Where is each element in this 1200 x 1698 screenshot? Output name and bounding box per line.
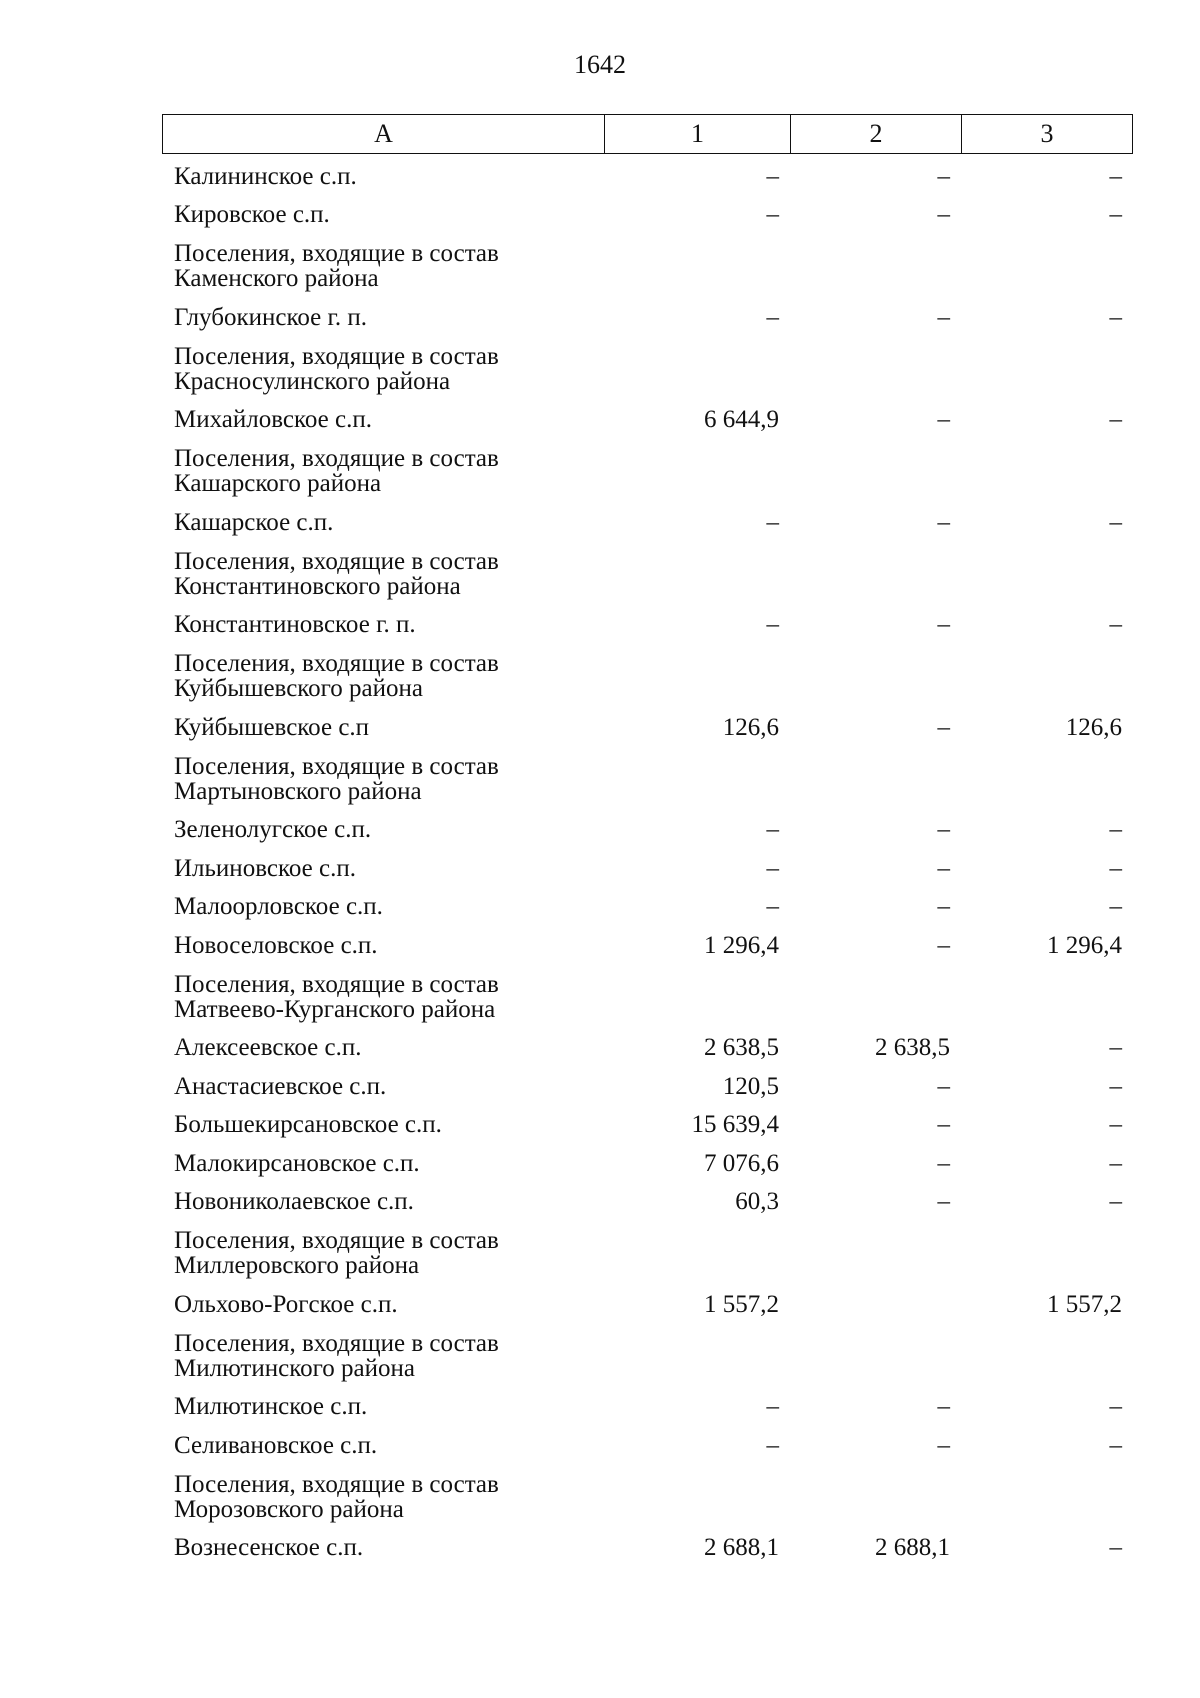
- table-row: [162, 846, 1133, 885]
- table-row: [162, 705, 1133, 744]
- value-col-2: –: [937, 162, 950, 190]
- value-col-2: –: [937, 816, 950, 843]
- value-col-1: [604, 496, 790, 500]
- value-col-1: [604, 1381, 790, 1385]
- value-col-1: –: [766, 303, 779, 331]
- settlement-name: Кашарское с.п.: [174, 508, 334, 536]
- settlement-name: Вознесенское с.п.: [174, 1534, 364, 1561]
- table-row: [162, 1026, 1133, 1065]
- settlement-name: Куйбышевское с.п: [174, 713, 370, 741]
- value-col-2: –: [937, 713, 950, 741]
- value-col-1: 7 076,6: [704, 1149, 779, 1177]
- value-col-2: [790, 1278, 961, 1282]
- settlement-name: Малокирсановское с.п.: [174, 1149, 420, 1177]
- table-row: [162, 1385, 1133, 1424]
- value-col-3: –: [1109, 201, 1122, 228]
- table-row: [162, 1526, 1133, 1565]
- table-row: [162, 154, 1133, 193]
- value-col-1: [604, 599, 790, 603]
- group-heading-row: [162, 641, 1133, 705]
- settlement-name: Глубокинское г. п.: [174, 303, 368, 331]
- table-row: [162, 1423, 1133, 1462]
- table-row: [162, 923, 1133, 962]
- header-cell-2: 2: [791, 115, 962, 153]
- group-heading-row: [162, 962, 1133, 1026]
- settlement-name: Ольхово-Рогское с.п.: [174, 1290, 398, 1318]
- value-col-3: 1 296,4: [1047, 931, 1122, 959]
- value-col-2: [790, 1317, 961, 1321]
- value-col-2: [790, 1381, 961, 1385]
- value-col-1: –: [766, 854, 779, 882]
- value-col-1: [604, 804, 790, 808]
- value-col-3: –: [1109, 1149, 1122, 1177]
- value-col-2: [790, 804, 961, 808]
- value-col-3: –: [1109, 303, 1122, 331]
- value-col-1: [604, 1522, 790, 1526]
- value-col-1: [604, 1022, 790, 1026]
- value-col-3: –: [1109, 406, 1122, 433]
- value-col-1: –: [766, 611, 779, 638]
- settlement-name: Кировское с.п.: [174, 201, 330, 228]
- value-col-2: –: [937, 1431, 950, 1459]
- value-col-1: 2 688,1: [704, 1534, 779, 1561]
- value-col-1: 15 639,4: [691, 1111, 779, 1138]
- value-col-2: –: [937, 611, 950, 638]
- group-heading-label: Поселения, входящие в состав Красносулинского района: [174, 342, 499, 395]
- settlement-name: Анастасиевское с.п.: [174, 1072, 387, 1100]
- value-col-3: –: [1109, 611, 1122, 638]
- value-col-2: –: [937, 931, 950, 959]
- page-number: 1642: [574, 50, 626, 79]
- group-heading-label: Поселения, входящие в состав Кашарского района: [174, 445, 499, 497]
- value-col-3: [961, 804, 1133, 808]
- value-col-2: [790, 496, 961, 500]
- value-col-1: 6 644,9: [704, 406, 779, 433]
- table-row: [162, 1282, 1133, 1321]
- value-col-1: –: [766, 162, 779, 190]
- value-col-1: 120,5: [722, 1072, 779, 1100]
- value-col-1: 1 557,2: [704, 1290, 779, 1318]
- settlement-name: Новониколаевское с.п.: [174, 1188, 414, 1215]
- value-col-3: –: [1109, 1072, 1122, 1100]
- value-col-1: –: [766, 1431, 779, 1459]
- value-col-3: –: [1109, 1431, 1122, 1459]
- settlement-name: Милютинское с.п.: [174, 1393, 368, 1420]
- value-col-2: –: [937, 1149, 950, 1177]
- value-col-3: [961, 394, 1133, 398]
- settlement-name: Калининское с.п.: [174, 162, 357, 190]
- value-col-3: [961, 1522, 1133, 1526]
- value-col-1: –: [766, 816, 779, 843]
- value-col-3: [961, 599, 1133, 603]
- table-row: [162, 603, 1133, 642]
- table-header: [162, 114, 1133, 154]
- value-col-2: [790, 701, 961, 705]
- value-col-2: –: [937, 1072, 950, 1100]
- value-col-1: –: [766, 893, 779, 920]
- value-col-3: 1 557,2: [1047, 1290, 1122, 1318]
- value-col-1: –: [766, 508, 779, 536]
- group-heading-row: [162, 436, 1133, 500]
- value-col-2: –: [937, 1188, 950, 1215]
- value-col-3: –: [1109, 893, 1122, 920]
- value-col-2: 2 638,5: [875, 1034, 950, 1061]
- group-heading-row: [162, 1218, 1133, 1282]
- value-col-3: 126,6: [1065, 713, 1122, 741]
- table-row: [162, 1180, 1133, 1219]
- value-col-2: [790, 1522, 961, 1526]
- table-row: [162, 295, 1133, 334]
- group-heading-label: Поселения, входящие в состав Каменского района: [174, 240, 499, 292]
- value-col-3: [961, 1022, 1133, 1026]
- group-heading-row: [162, 539, 1133, 603]
- group-heading-label: Поселения, входящие в состав Мартыновского района: [174, 752, 499, 805]
- settlement-name: Зеленолугское с.п.: [174, 816, 372, 843]
- value-col-2: –: [937, 1111, 950, 1138]
- value-col-3: [961, 291, 1133, 295]
- value-col-2: [790, 394, 961, 398]
- table-row: [162, 500, 1133, 539]
- settlement-name: Алексеевское с.п.: [174, 1034, 362, 1061]
- header-cell-a: А: [163, 115, 605, 153]
- table-row: [162, 398, 1133, 437]
- header-cell-1: 1: [605, 115, 791, 153]
- group-heading-row: [162, 744, 1133, 808]
- value-col-3: [961, 496, 1133, 500]
- settlement-name: Большекирсановское с.п.: [174, 1111, 442, 1138]
- value-col-3: –: [1109, 1534, 1122, 1561]
- value-col-2: –: [937, 1393, 950, 1420]
- table-row: [162, 885, 1133, 924]
- value-col-3: [961, 1381, 1133, 1385]
- table-row: [162, 1064, 1133, 1103]
- group-heading-row: [162, 1321, 1133, 1385]
- value-col-2: –: [937, 854, 950, 882]
- table-row: [162, 1141, 1133, 1180]
- group-heading-label: Поселения, входящие в состав Куйбышевского района: [174, 650, 499, 702]
- value-col-2: –: [937, 201, 950, 228]
- value-col-1: 2 638,5: [704, 1034, 779, 1061]
- value-col-1: [604, 701, 790, 705]
- group-heading-label: Поселения, входящие в состав Константиновского района: [174, 547, 499, 600]
- value-col-2: 2 688,1: [875, 1534, 950, 1561]
- group-heading-label: Поселения, входящие в состав Миллеровского района: [174, 1227, 499, 1279]
- group-heading-row: [162, 1462, 1133, 1526]
- settlement-name: Малоорловское с.п.: [174, 893, 383, 920]
- value-col-1: 60,3: [735, 1188, 779, 1215]
- value-col-1: [604, 1278, 790, 1282]
- value-col-1: [604, 394, 790, 398]
- value-col-1: [604, 291, 790, 295]
- value-col-1: –: [766, 201, 779, 228]
- value-col-3: –: [1109, 1111, 1122, 1138]
- settlement-name: Новоселовское с.п.: [174, 931, 378, 959]
- value-col-3: –: [1109, 854, 1122, 882]
- settlement-name: Михайловское с.п.: [174, 406, 372, 433]
- value-col-3: –: [1109, 162, 1122, 190]
- header-cell-3: 3: [1040, 119, 1054, 148]
- value-col-1: 1 296,4: [704, 931, 779, 959]
- value-col-2: –: [937, 893, 950, 920]
- group-heading-label: Поселения, входящие в состав Милютинского района: [174, 1329, 499, 1382]
- value-col-3: [961, 1278, 1133, 1282]
- value-col-3: –: [1109, 1188, 1122, 1215]
- value-col-3: [961, 701, 1133, 705]
- table-row: [162, 808, 1133, 847]
- table-row: [162, 193, 1133, 232]
- value-col-2: –: [937, 303, 950, 331]
- value-col-3: –: [1109, 1393, 1122, 1420]
- value-col-2: [790, 1022, 961, 1026]
- table-row: [162, 1103, 1133, 1142]
- value-col-3: –: [1109, 1034, 1122, 1061]
- group-heading-row: [162, 334, 1133, 398]
- table-body: [162, 154, 1133, 1564]
- value-col-2: [790, 599, 961, 603]
- value-col-2: [790, 291, 961, 295]
- value-col-3: –: [1109, 816, 1122, 843]
- settlement-name: Ильиновское с.п.: [174, 854, 356, 882]
- value-col-1: –: [766, 1393, 779, 1420]
- value-col-2: –: [937, 406, 950, 433]
- value-col-3: –: [1109, 508, 1122, 536]
- group-heading-label: Поселения, входящие в состав Матвеево-Курганского района: [174, 970, 499, 1023]
- settlement-name: Константиновское г. п.: [174, 611, 416, 638]
- value-col-1: 126,6: [722, 713, 779, 741]
- group-heading-row: [162, 231, 1133, 295]
- group-heading-label: Поселения, входящие в состав Морозовского района: [174, 1470, 499, 1523]
- data-table: [162, 114, 1133, 1564]
- settlement-name: Селивановское с.п.: [174, 1431, 378, 1459]
- value-col-2: –: [937, 508, 950, 536]
